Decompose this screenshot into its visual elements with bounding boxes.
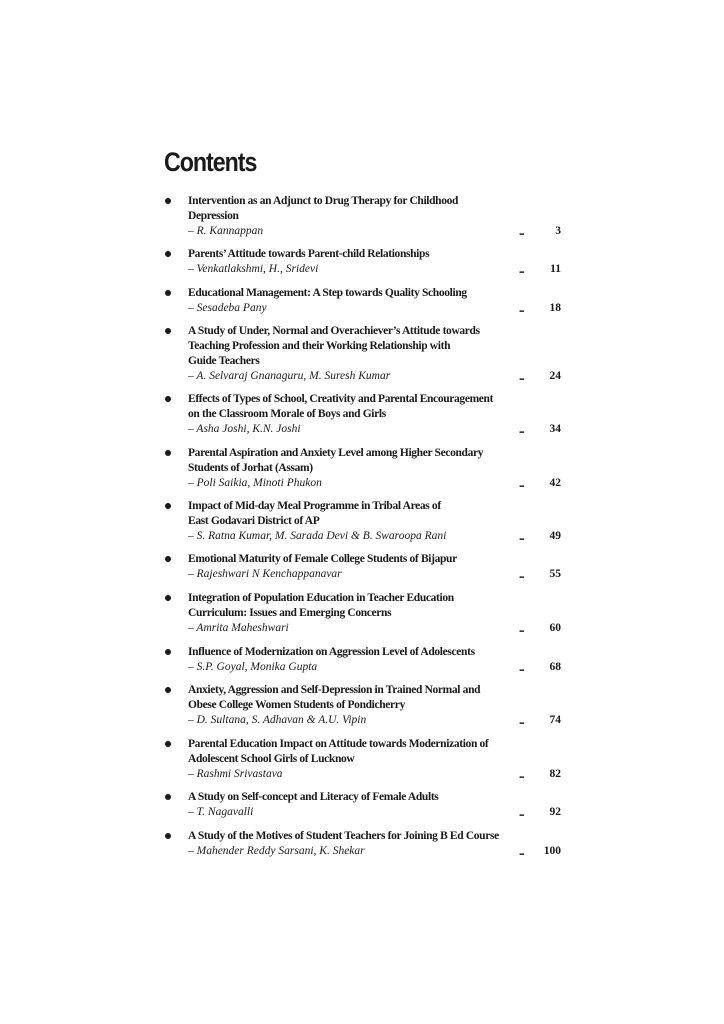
entry-title-line: Adolescent School Girls of Lucknow (188, 753, 355, 765)
leader-dots: ... (519, 624, 524, 635)
bullet-icon (165, 503, 171, 509)
page-number: 18 (549, 302, 561, 314)
entry-authors: – Mahender Reddy Sarsani, K. Shekar (188, 845, 365, 857)
page-number: 68 (549, 661, 561, 673)
entry-title-line: Effects of Types of School, Creativity and Parental Encouragement (188, 393, 494, 405)
entry-authors: – Rajeshwari N Kenchappanavar (188, 568, 342, 580)
entry-title (188, 446, 528, 476)
entry-authors: – Venkatlakshmi, H., Sridevi (188, 263, 319, 275)
entry-title-line: Teaching Profession and their Working Relationship with (188, 340, 451, 352)
bullet-icon (165, 595, 171, 601)
entry-title (188, 324, 528, 369)
entry-authors: – Poli Saikia, Minoti Phukon (188, 477, 322, 489)
entry-authors: – S. Ratna Kumar, M. Sarada Devi & B. Swaroopa Rani (188, 530, 447, 542)
entry-title-line: Emotional Maturity of Female College Students of Bijapur (188, 553, 457, 565)
entry-title (188, 790, 528, 805)
page-number: 3 (555, 225, 561, 237)
entry-title (188, 247, 528, 262)
entry-title-line: A Study of the Motives of Student Teachers for Joining B Ed Course (188, 830, 499, 842)
leader-dots: ... (519, 372, 524, 383)
leader-dots: ... (519, 479, 524, 490)
bullet-icon (165, 741, 171, 747)
entry-title-line: Depression (188, 210, 239, 222)
bullet-icon (165, 556, 171, 562)
entry-title-line: Anxiety, Aggression and Self-Depression in Trained Normal and (188, 684, 481, 696)
page-number: 100 (543, 845, 561, 857)
entry-authors: – S.P. Goyal, Monika Gupta (188, 661, 318, 673)
entry-title-line: Parental Aspiration and Anxiety Level among Higher Secondary (188, 447, 484, 459)
entry-title (188, 683, 528, 713)
bullet-icon (165, 794, 171, 800)
entry-authors: – T. Nagavalli (188, 806, 254, 818)
bullet-icon (165, 450, 171, 456)
entry-title-line: A Study on Self-concept and Literacy of Female Adults (188, 791, 439, 803)
bullet-icon (165, 396, 171, 402)
entry-title (188, 552, 528, 567)
entry-title (188, 286, 528, 301)
entry-authors: – R. Kannappan (188, 225, 264, 237)
leader-dots: ... (519, 304, 524, 315)
entry-title-line: Educational Management: A Step towards Quality Schooling (188, 287, 467, 299)
bullet-icon (165, 198, 171, 204)
entry-title-line: Influence of Modernization on Aggression Level of Adolescents (188, 646, 475, 658)
leader-dots: ... (519, 716, 524, 727)
leader-dots: ... (519, 227, 524, 238)
entry-title-line: Parents’ Attitude towards Parent-child Relationships (188, 248, 430, 260)
entry-authors: – Sesadeba Pany (188, 302, 267, 314)
page-title: Contents (164, 147, 257, 177)
entry-title (188, 645, 528, 660)
entry-title-line: on the Classroom Morale of Boys and Girls (188, 408, 386, 420)
page-number: 11 (550, 263, 561, 275)
page-number: 74 (549, 714, 561, 726)
entry-title-line: Guide Teachers (188, 355, 260, 367)
entry-title (188, 499, 528, 529)
bullet-icon (165, 649, 171, 655)
bullet-icon (165, 251, 171, 257)
entry-title-line: East Godavari District of AP (188, 515, 320, 527)
bullet-icon (165, 687, 171, 693)
leader-dots: ... (519, 532, 524, 543)
page-number: 42 (549, 477, 561, 489)
leader-dots: ... (519, 265, 524, 276)
entry-authors: – Asha Joshi, K.N. Joshi (188, 423, 301, 435)
entry-authors: – Rashmi Srivastava (188, 768, 283, 780)
entry-title (188, 392, 528, 422)
bullet-icon (165, 328, 171, 334)
entry-title-line: Students of Jorhat (Assam) (188, 462, 313, 474)
leader-dots: ... (519, 425, 524, 436)
entry-title (188, 194, 528, 224)
entry-title-line: Parental Education Impact on Attitude towards Modernization of (188, 738, 489, 750)
page-number: 24 (549, 370, 561, 382)
page-number: 82 (549, 768, 561, 780)
page-number: 92 (549, 806, 561, 818)
bullet-icon (165, 290, 171, 296)
leader-dots: ... (519, 663, 524, 674)
entry-authors: – A. Selvaraj Gnanaguru, M. Suresh Kumar (188, 370, 391, 382)
entry-title-line: Obese College Women Students of Pondicherry (188, 699, 405, 711)
leader-dots: ... (519, 770, 524, 781)
entry-title-line: Impact of Mid-day Meal Programme in Tribal Areas of (188, 500, 441, 512)
entry-title-line: Curriculum: Issues and Emerging Concerns (188, 607, 392, 619)
entry-authors: – D. Sultana, S. Adhavan & A.U. Vipin (188, 714, 367, 726)
entry-title (188, 737, 528, 767)
entry-title-line: Intervention as an Adjunct to Drug Therapy for Childhood (188, 195, 459, 207)
entry-title (188, 591, 528, 621)
page-number: 60 (549, 622, 561, 634)
page-number: 49 (549, 530, 561, 542)
entry-title (188, 829, 528, 844)
page-number: 55 (549, 568, 561, 580)
entry-title-line: Integration of Population Education in Teacher Education (188, 592, 454, 604)
leader-dots: ... (519, 570, 524, 581)
entry-authors: – Amrita Maheshwari (188, 622, 289, 634)
leader-dots: ... (519, 847, 524, 858)
page-number: 34 (549, 423, 561, 435)
leader-dots: ... (519, 808, 524, 819)
entry-title-line: A Study of Under, Normal and Overachiever’s Attitude towards (188, 325, 480, 337)
bullet-icon (165, 833, 171, 839)
